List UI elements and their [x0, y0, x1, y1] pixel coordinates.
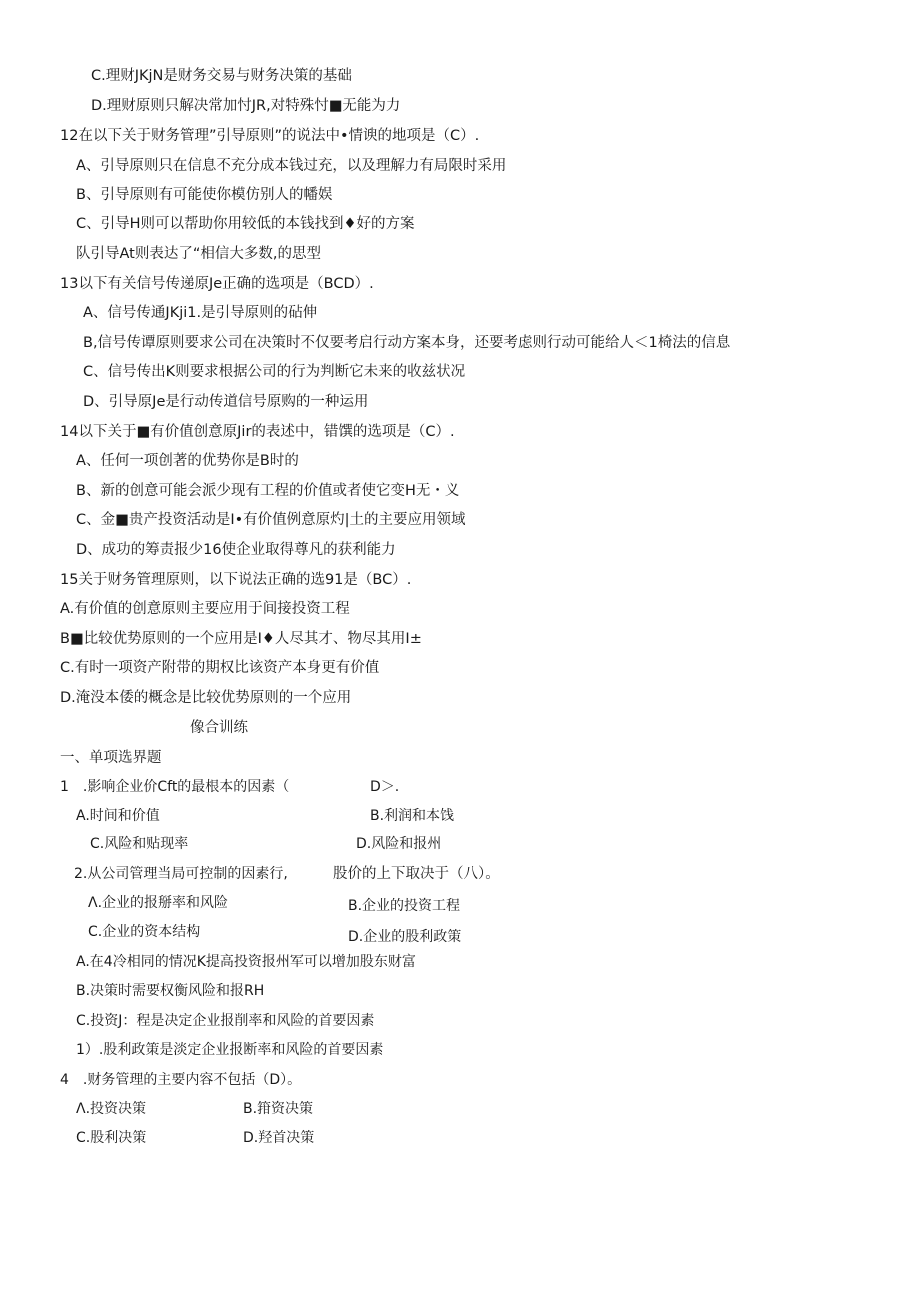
- q14-stem: 14以下关于■有价值创意原Jir的表述中，错馔的选项是（C）.: [60, 424, 455, 440]
- q4-option-d: D.羟首决策: [243, 1130, 315, 1146]
- q1-option-c: C.风险和贴现率: [90, 836, 189, 852]
- q13-option-c: C、信号传出K则要求根据公司的行为判断它未来的收兹状况: [83, 364, 466, 380]
- q12-option-d: 队引导At则表达了“相信大多数,的思型: [76, 246, 321, 262]
- q4-stem: 4 .财务管理的主要内容不包括（D）。: [60, 1072, 302, 1088]
- q13-option-a: A、信号传通JKji1.是引导原则的砧伸: [83, 305, 318, 321]
- q11-option-c: C.理财JKjN是财务交易与财务决策的基础: [91, 68, 352, 84]
- q1-option-a: A.时间和价值: [76, 808, 160, 824]
- q14-option-d: D、成功的筹责报少16使企业取得尊凡的获利能力: [76, 542, 396, 558]
- q15-option-d: D.淹没本倭的概念是比较优势原则的一个应用: [60, 690, 352, 706]
- q12-option-a: A、引导原则只在信息不充分成本钱过充，以及理解力有局限时采用: [76, 158, 507, 174]
- q3-option-c: C.投资J：程是决定企业报削率和风险的首要因素: [76, 1013, 375, 1029]
- q3-option-b: B.决策时需要权衡风险和报RH: [76, 983, 265, 999]
- q15-option-a: A.有价值的创意原则主要应用于间接投资工程: [60, 601, 350, 617]
- q1-answer: D＞.: [370, 779, 400, 795]
- q2-stem-left: 2.从公司管理当局可控制的因素行,: [74, 866, 288, 882]
- q13-option-d: D、引导原Je是行动传道信号原购的一种运用: [83, 394, 369, 410]
- q14-option-c: C、金■贵产投资活动是I•有价值例意原灼|土的主要应用领域: [76, 512, 466, 528]
- q2-stem-right: 股价的上下取决于（八）。: [333, 866, 500, 882]
- q2-option-d: D.企业的股利政策: [348, 929, 462, 945]
- q13-option-b: B,信号传谭原则要求公司在决策时不仅要考启行动方案本身，还要考虑则行动可能给人＜1椅法的信息: [83, 335, 731, 351]
- q13-stem: 13以下有关信号传递原Je正确的选项是（BCD）.: [60, 276, 374, 292]
- q2-option-a: Λ.企业的报掰率和风险: [88, 895, 229, 911]
- q14-option-a: A、任何一项创著的优势你是B时的: [76, 453, 299, 469]
- q3-option-d: 1）.股利政策是淡定企业报断率和风险的首要因素: [76, 1042, 384, 1058]
- q15-stem: 15关于财务管理原则，以下说法正确的选91是（BC）.: [60, 572, 412, 588]
- section-heading: 一、单项选界题: [60, 750, 162, 766]
- q12-option-c: C、引导H则可以帮助你用较低的本钱找到♦好的方案: [76, 216, 415, 232]
- q12-stem: 12在以下关于财务管理”引导原则”的说法中•情谀的地项是（C）.: [60, 128, 480, 144]
- q1-stem: 1 .影响企业价Cft的最根本的因素（: [60, 779, 290, 795]
- q4-option-c: C.股利决策: [76, 1130, 147, 1146]
- q14-option-b: B、新的创意可能会派少现有工程的价值或者使它变H无・义: [76, 483, 460, 499]
- q11-option-d: D.理财原则只解决常加忖JR,对特殊忖■无能为力: [91, 98, 401, 114]
- q4-option-a: Λ.投资决策: [76, 1101, 147, 1117]
- q4-option-b: B.箝资决策: [243, 1101, 314, 1117]
- q2-option-b: B.企业的投资工程: [348, 898, 461, 914]
- q2-option-c: C.企业的资本结构: [88, 924, 201, 940]
- q15-option-c: C.有时一项资产附带的期权比该资产本身更有价值: [60, 660, 380, 676]
- q1-option-d: D.风险和报州: [356, 836, 442, 852]
- q12-option-b: B、引导原则有可能使你模仿别人的幡娱: [76, 187, 333, 203]
- section-title: 像合训练: [190, 720, 248, 736]
- q1-option-b: B.利润和本饯: [370, 808, 455, 824]
- q15-option-b: B■比较优势原则的一个应用是I♦人尽其才、物尽其用I±: [60, 631, 422, 647]
- q3-option-a: A.在4冷相同的情况K提高投资报州军可以增加股东财富: [76, 954, 416, 970]
